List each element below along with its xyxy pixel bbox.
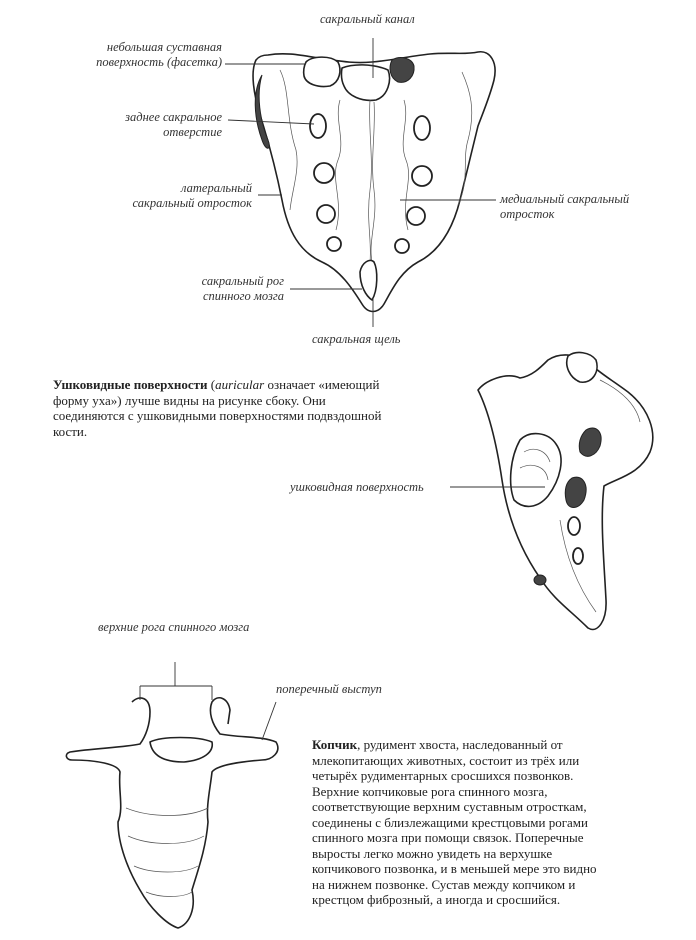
auricular-line3: соединяются с ушковидными поверхностями подвздошной: [53, 408, 382, 423]
coccyx-line-7: выросты легко можно увидеть на верхушке: [312, 845, 553, 861]
label-auricular-surface: ушковидная поверхность: [290, 480, 424, 494]
coccyx-line-10: крестцом фиброзный, а иногда и сросшийся.: [312, 892, 561, 907]
label-medial-crest-line1: медиальный сакральный: [500, 192, 630, 206]
label-sacral-horn-line2: спинного мозга: [202, 289, 284, 303]
label-articular-facet-line1: небольшая суставная: [106, 40, 222, 54]
coccyx-line-5: соединены с близлежащими крестцовыми рогами: [312, 814, 588, 830]
label-lateral-crest-line2: сакральный отросток: [132, 196, 252, 210]
coccyx-line-8: копчикового позвонка, и в меньшей мере это видно: [312, 861, 597, 876]
auricular-line2: форму уха») лучше видны на рисунке сбоку. Они: [53, 392, 326, 408]
coccyx-line-6: спинного мозга при помощи связок. Поперечные: [312, 830, 584, 845]
label-posterior-foramen-line1: заднее сакральное: [125, 110, 222, 124]
coccyx-line-2: четырёх рудиментарных сросшихся позвонков.: [312, 768, 574, 783]
auricular-term: auricular: [215, 377, 265, 392]
coccyx-line-9: на нижнем позвонке. Сустав между копчиком и: [312, 876, 576, 892]
label-posterior-foramen: [60, 110, 222, 140]
coccyx-line-1: млекопитающих животных, состоит из трёх или: [312, 752, 580, 768]
label-posterior-foramen-line2: отверстие: [163, 125, 222, 139]
label-sacral-horn: [120, 274, 284, 304]
label-sacral-horn-line1: сакральный рог: [201, 274, 284, 288]
auricular-line4: кости.: [53, 423, 88, 439]
auricular-title: Ушковидные поверхности: [53, 377, 208, 392]
label-articular-facet-line2: поверхность (фасетка): [96, 55, 222, 69]
auricular-line1-rest: означает «имеющий: [264, 377, 380, 392]
label-medial-crest-line2: отросток: [500, 207, 555, 221]
coccyx-line-0: , рудимент хвоста, наследованный от: [357, 737, 563, 752]
coccyx-paragraph: [312, 737, 652, 908]
coccyx-line-4: соответствующие верхним суставным отросткам,: [312, 799, 587, 814]
auricular-paragraph: [53, 377, 425, 439]
label-sacral-canal: сакральный канал: [320, 12, 415, 26]
label-lateral-crest-line1: латеральный: [181, 181, 252, 195]
label-sacral-hiatus: сакральная щель: [312, 332, 401, 346]
label-medial-crest: [500, 192, 629, 222]
label-lateral-crest: [90, 181, 252, 211]
coccyx-line-3: Верхние копчиковые рога спинного мозга,: [312, 783, 548, 799]
label-articular-facet: [60, 40, 222, 70]
label-upper-horns: верхние рога спинного мозга: [98, 620, 250, 634]
label-transverse-process: поперечный выступ: [276, 682, 382, 696]
coccyx-title: Копчик: [312, 737, 358, 752]
auricular-paren: (: [207, 377, 216, 392]
